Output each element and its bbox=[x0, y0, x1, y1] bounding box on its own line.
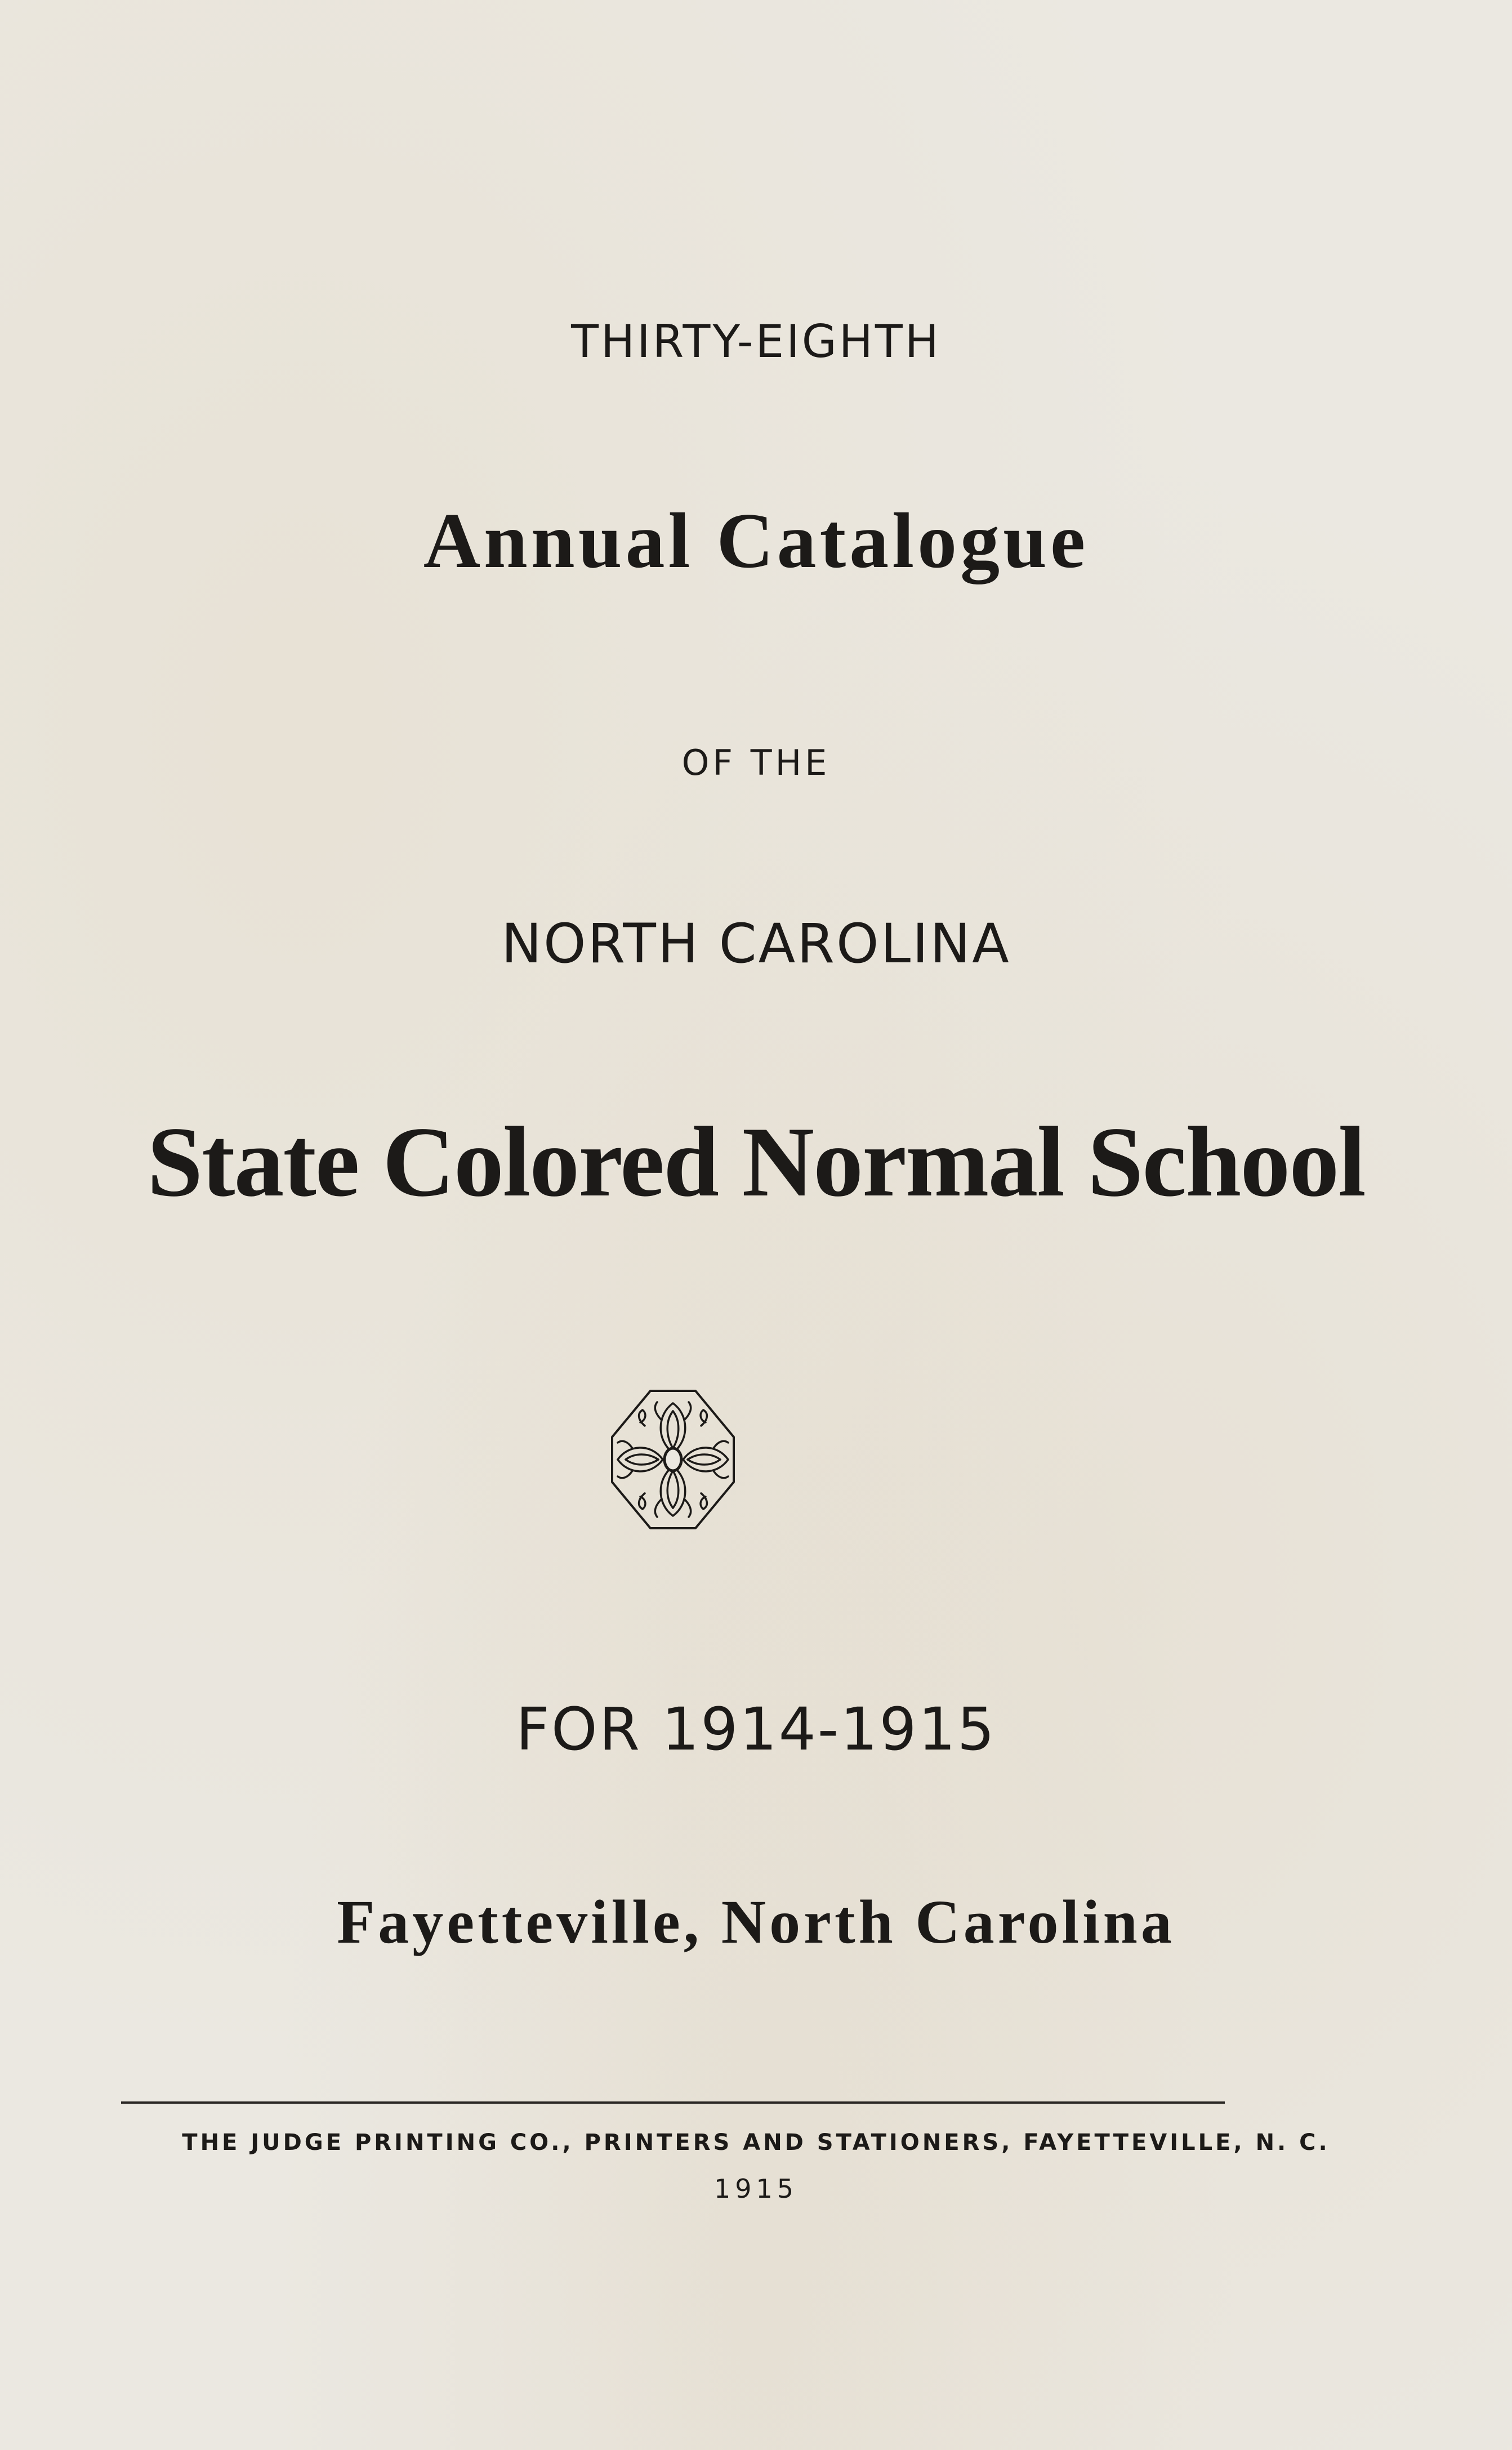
floral-rosette-ornament-icon bbox=[605, 1386, 741, 1533]
academic-years: FOR 1914-1915 bbox=[516, 1695, 996, 1764]
connector-text: OF THE bbox=[681, 742, 831, 783]
school-name: State Colored Normal School bbox=[147, 1106, 1365, 1217]
print-year: 1915 bbox=[713, 2174, 799, 2204]
location: Fayetteville, North Carolina bbox=[337, 1887, 1175, 1956]
printer-imprint: THE JUDGE PRINTING CO., PRINTERS AND STATIONERS, FAYETTEVILLE, N. C. bbox=[182, 2130, 1330, 2156]
divider-rule bbox=[121, 2101, 1225, 2104]
state-name: NORTH CAROLINA bbox=[501, 912, 1011, 975]
edition-ordinal: THIRTY-EIGHTH bbox=[571, 315, 941, 368]
catalogue-title: Annual Catalogue bbox=[423, 497, 1089, 584]
